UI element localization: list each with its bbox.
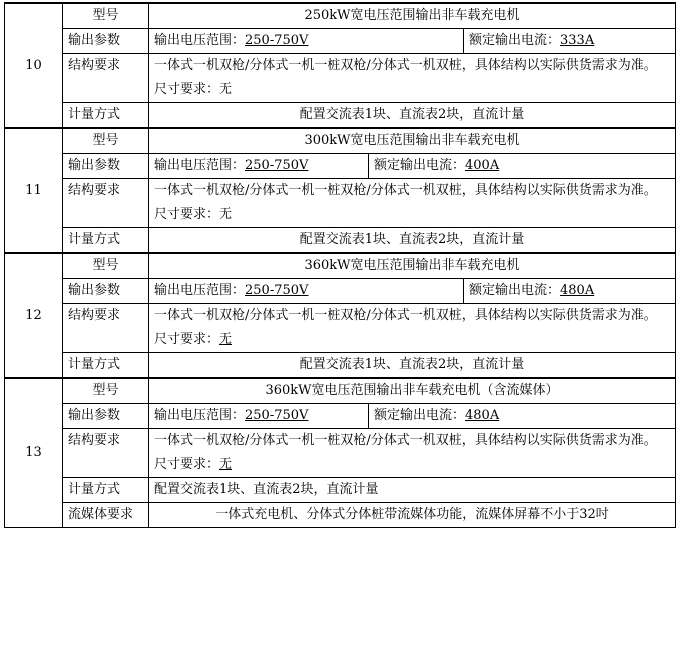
size-requirement: [154, 78, 670, 102]
rated-current-cell: [464, 29, 676, 54]
structure-cell: [149, 179, 676, 228]
item-11-output-row: [5, 154, 676, 179]
size-requirement: [154, 328, 670, 352]
streaming-label: 流媒体要求: [63, 503, 149, 528]
voltage-label: 输出电压范围：: [154, 408, 246, 423]
item-number: 10: [5, 3, 63, 128]
model-value: 360kW宽电压范围输出非车载充电机: [149, 253, 676, 279]
size-value: 无: [219, 82, 233, 97]
voltage-range-cell: [149, 279, 464, 304]
item-12-structure-row: [5, 304, 676, 353]
rated-current-cell: [464, 279, 676, 304]
output-params-label: 输出参数: [63, 29, 149, 54]
size-value: 无: [219, 457, 233, 472]
item-13-metering-row: [5, 478, 676, 503]
item-10-structure-row: [5, 54, 676, 103]
structure-label: 结构要求: [63, 304, 149, 353]
metering-value: 配置交流表1块、直流表2块，直流计量: [149, 103, 676, 129]
structure-text: 一体式一机双枪/分体式一机一桩双枪/分体式一机双桩，具体结构以实际供货需求为准。: [154, 183, 657, 198]
item-10-metering-row: [5, 103, 676, 129]
metering-label: 计量方式: [63, 353, 149, 379]
current-value: 400A: [465, 158, 500, 173]
item-12-metering-row: [5, 353, 676, 379]
item-number: 12: [5, 253, 63, 378]
voltage-value: 250-750V: [245, 283, 309, 298]
structure-label: 结构要求: [63, 54, 149, 103]
voltage-range-cell: [149, 29, 464, 54]
item-13-model-row: [5, 378, 676, 404]
model-label: 型号: [63, 253, 149, 279]
streaming-value: 一体式充电机、分体式分体桩带流媒体功能，流媒体屏幕不小于32吋: [149, 503, 676, 528]
rated-current-cell: [369, 154, 676, 179]
voltage-value: 250-750V: [245, 158, 309, 173]
item-12-output-row: [5, 279, 676, 304]
item-11-metering-row: [5, 228, 676, 254]
output-params-label: 输出参数: [63, 279, 149, 304]
voltage-range-cell: [149, 404, 369, 429]
structure-label: 结构要求: [63, 429, 149, 478]
structure-cell: [149, 429, 676, 478]
item-10-model-row: [5, 3, 676, 29]
size-requirement: [154, 203, 670, 227]
metering-label: 计量方式: [63, 103, 149, 129]
structure-label: 结构要求: [63, 179, 149, 228]
metering-label: 计量方式: [63, 478, 149, 503]
item-13-streaming-row: [5, 503, 676, 528]
structure-cell: [149, 304, 676, 353]
item-number: 11: [5, 128, 63, 253]
item-13-output-row: [5, 404, 676, 429]
size-label: 尺寸要求：: [154, 82, 220, 97]
model-value: 360kW宽电压范围输出非车载充电机（含流媒体）: [149, 378, 676, 404]
item-12-model-row: [5, 253, 676, 279]
model-value: 300kW宽电压范围输出非车载充电机: [149, 128, 676, 154]
size-label: 尺寸要求：: [154, 457, 220, 472]
item-11-structure-row: [5, 179, 676, 228]
output-params-label: 输出参数: [63, 154, 149, 179]
size-value: 无: [219, 332, 233, 347]
model-label: 型号: [63, 3, 149, 29]
item-13-structure-row: [5, 429, 676, 478]
voltage-range-cell: [149, 154, 369, 179]
current-label: 额定输出电流：: [469, 33, 561, 48]
item-number: 13: [5, 378, 63, 528]
model-label: 型号: [63, 128, 149, 154]
structure-cell: [149, 54, 676, 103]
current-label: 额定输出电流：: [374, 158, 466, 173]
size-label: 尺寸要求：: [154, 207, 220, 222]
current-value: 333A: [560, 33, 595, 48]
charger-spec-table: [4, 2, 676, 528]
voltage-label: 输出电压范围：: [154, 283, 246, 298]
item-11-model-row: [5, 128, 676, 154]
voltage-value: 250-750V: [245, 408, 309, 423]
size-value: 无: [219, 207, 233, 222]
metering-value: 配置交流表1块、直流表2块，直流计量: [149, 228, 676, 254]
structure-text: 一体式一机双枪/分体式一机一桩双枪/分体式一机双桩，具体结构以实际供货需求为准。: [154, 433, 657, 448]
current-label: 额定输出电流：: [469, 283, 561, 298]
structure-text: 一体式一机双枪/分体式一机一桩双枪/分体式一机双桩，具体结构以实际供货需求为准。: [154, 58, 657, 73]
rated-current-cell: [369, 404, 676, 429]
voltage-value: 250-750V: [245, 33, 309, 48]
current-value: 480A: [465, 408, 500, 423]
structure-text: 一体式一机双枪/分体式一机一桩双枪/分体式一机双桩，具体结构以实际供货需求为准。: [154, 308, 657, 323]
current-value: 480A: [560, 283, 595, 298]
model-value: 250kW宽电压范围输出非车载充电机: [149, 3, 676, 29]
metering-label: 计量方式: [63, 228, 149, 254]
size-label: 尺寸要求：: [154, 332, 220, 347]
model-label: 型号: [63, 378, 149, 404]
item-10-output-row: [5, 29, 676, 54]
metering-value: 配置交流表1块、直流表2块，直流计量: [149, 353, 676, 379]
size-requirement: [154, 453, 670, 477]
voltage-label: 输出电压范围：: [154, 158, 246, 173]
current-label: 额定输出电流：: [374, 408, 466, 423]
output-params-label: 输出参数: [63, 404, 149, 429]
voltage-label: 输出电压范围：: [154, 33, 246, 48]
metering-value: 配置交流表1块、直流表2块，直流计量: [149, 478, 676, 503]
